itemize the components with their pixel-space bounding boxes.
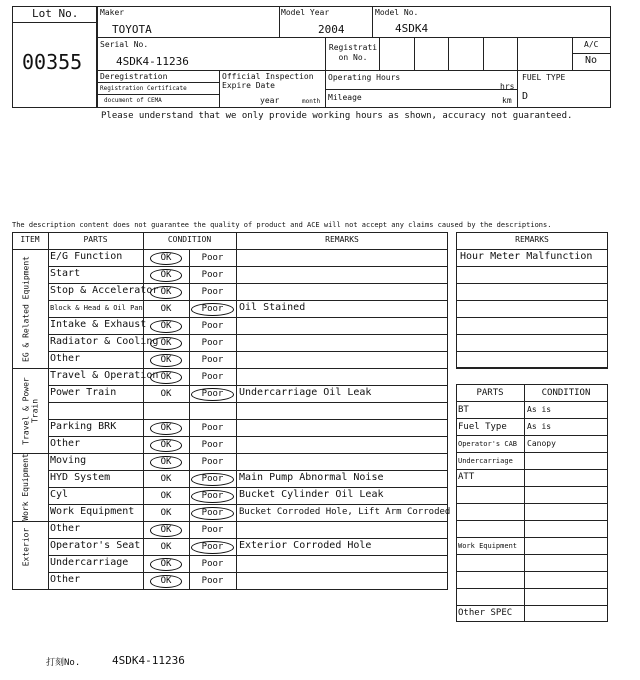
ok-circled: OK bbox=[150, 558, 183, 571]
vline bbox=[517, 37, 518, 108]
group-label: Travel & Power Train bbox=[21, 376, 39, 445]
part-name: Other bbox=[50, 438, 81, 449]
vline bbox=[448, 37, 449, 70]
ok-label: OK bbox=[160, 508, 172, 518]
parts-name: Work Equipment bbox=[458, 542, 518, 550]
part-name: Work Equipment bbox=[50, 506, 135, 517]
ok-circled: OK bbox=[150, 252, 183, 265]
poor-label: Poor bbox=[201, 270, 224, 280]
col-line bbox=[236, 232, 237, 590]
remark-text: Bucket Corroded Hole, Lift Arm Corroded bbox=[239, 507, 451, 517]
poor-option[interactable] bbox=[189, 556, 236, 572]
part-name: Radiator & Cooling bbox=[50, 336, 159, 347]
vline bbox=[483, 37, 484, 70]
reg-cert-label: Registration Certificate bbox=[100, 85, 187, 92]
part-name: Block & Head & Oil Pan bbox=[50, 304, 143, 312]
ac-divider bbox=[572, 53, 611, 54]
poor-circled: Poor bbox=[191, 507, 235, 520]
model-year-value: 2004 bbox=[318, 23, 345, 36]
part-name: Stop & Accelerator bbox=[50, 285, 159, 296]
poor-option[interactable] bbox=[189, 352, 236, 368]
vline bbox=[279, 6, 280, 37]
disclaimer: The description content does not guarantee the quality of product and ACE will not accept any claims caused by the descriptions. bbox=[12, 221, 552, 229]
ok-circled: OK bbox=[150, 269, 183, 282]
ok-option[interactable] bbox=[143, 284, 189, 299]
poor-option[interactable] bbox=[189, 369, 236, 385]
header-row-divider-1 bbox=[97, 37, 611, 38]
parts-name: Undercarriage bbox=[458, 457, 513, 465]
ok-option[interactable] bbox=[143, 335, 189, 350]
parts-name: Fuel Type bbox=[458, 422, 507, 432]
poor-label: Poor bbox=[201, 440, 224, 450]
remarks-line bbox=[456, 266, 608, 267]
part-name: Parking BRK bbox=[50, 421, 117, 432]
ok-label: OK bbox=[160, 389, 172, 399]
serial-label: Serial No. bbox=[100, 40, 149, 49]
ok-circled: OK bbox=[150, 337, 183, 350]
serial-value: 4SDK4-11236 bbox=[116, 55, 189, 68]
poor-label: Poor bbox=[201, 287, 224, 297]
part-name: Power Train bbox=[50, 387, 117, 398]
vline bbox=[372, 6, 373, 37]
poor-option[interactable] bbox=[189, 250, 236, 266]
part-name: Other bbox=[50, 523, 81, 534]
poor-circled: Poor bbox=[191, 541, 235, 554]
fuel-type-label: FUEL TYPE bbox=[522, 73, 566, 82]
model-year-label: Model Year bbox=[281, 8, 330, 17]
poor-option[interactable] bbox=[189, 505, 236, 520]
ok-option[interactable] bbox=[143, 573, 189, 588]
hours-divider bbox=[325, 89, 517, 90]
poor-label: Poor bbox=[201, 253, 224, 263]
poor-option[interactable] bbox=[189, 267, 236, 283]
parts-line bbox=[456, 588, 608, 589]
remark-text: Bucket Cylinder Oil Leak bbox=[239, 489, 384, 500]
part-name: Other bbox=[50, 353, 81, 364]
ac-label: A/C bbox=[584, 40, 599, 49]
ok-option[interactable] bbox=[143, 437, 189, 452]
parts-name: BT bbox=[458, 405, 469, 415]
inspection-label: Official Inspection Expire Date bbox=[222, 72, 314, 90]
maker-label: Maker bbox=[100, 8, 125, 17]
fuel-type-value: D bbox=[522, 91, 529, 102]
parts-line bbox=[456, 554, 608, 555]
ok-label: OK bbox=[160, 474, 172, 484]
remark-text: Oil Stained bbox=[239, 302, 306, 313]
part-name: E/G Function bbox=[50, 251, 123, 262]
poor-option[interactable] bbox=[189, 471, 236, 486]
ok-option[interactable] bbox=[143, 386, 189, 402]
lot-number: 00355 bbox=[22, 50, 83, 74]
remark-text: Main Pump Abnormal Noise bbox=[239, 472, 384, 483]
remarks-box-header: REMARKS bbox=[515, 235, 549, 244]
parts-condition: As is bbox=[527, 422, 552, 431]
part-name: Operator's Seat bbox=[50, 540, 141, 551]
ok-option[interactable] bbox=[143, 505, 189, 521]
ok-circled: OK bbox=[150, 320, 183, 333]
ok-option[interactable] bbox=[143, 250, 189, 265]
ok-circled: OK bbox=[150, 575, 183, 588]
poor-label: Poor bbox=[201, 559, 224, 569]
dereg-divider-2 bbox=[97, 94, 219, 95]
lot-label-divider bbox=[12, 22, 97, 23]
remarks-line bbox=[456, 334, 608, 335]
ok-option[interactable] bbox=[143, 471, 189, 487]
ok-circled: OK bbox=[150, 286, 183, 299]
poor-circled: Poor bbox=[191, 473, 235, 486]
part-name: Start bbox=[50, 268, 81, 279]
group-label: Exterior bbox=[21, 527, 30, 566]
dereg-divider-1 bbox=[97, 82, 219, 83]
stamp-value: 4SDK4-11236 bbox=[112, 654, 185, 667]
poor-option[interactable] bbox=[189, 335, 236, 351]
poor-option[interactable] bbox=[189, 522, 236, 538]
header-condition: CONDITION bbox=[167, 235, 212, 244]
poor-circled: Poor bbox=[191, 388, 235, 401]
group-label: Work Equipment bbox=[21, 453, 30, 521]
ok-option[interactable] bbox=[143, 539, 189, 555]
ok-label: OK bbox=[160, 491, 172, 501]
row-line bbox=[48, 402, 448, 403]
model-no-label: Model No. bbox=[375, 8, 419, 17]
vline bbox=[325, 37, 326, 108]
year-label: year bbox=[260, 96, 280, 105]
parts-name: ATT bbox=[458, 472, 475, 482]
group-label: EG & Related Equipment bbox=[21, 255, 30, 362]
parts-line bbox=[456, 503, 608, 504]
part-name: Undercarriage bbox=[50, 557, 129, 568]
part-name: Travel & Operation bbox=[50, 370, 159, 381]
cema-label: document of CEMA bbox=[104, 97, 162, 104]
deregistration-label: Deregistration bbox=[100, 72, 168, 81]
poor-label: Poor bbox=[201, 423, 224, 433]
ok-option[interactable] bbox=[143, 318, 189, 333]
header-item: ITEM bbox=[20, 235, 40, 244]
stamp-label: 打刻No. bbox=[46, 658, 81, 668]
part-name: Moving bbox=[50, 455, 87, 466]
ok-option[interactable] bbox=[143, 352, 189, 367]
remark-text: Exterior Corroded Hole bbox=[239, 540, 372, 551]
operating-hours-label: Operating Hours bbox=[328, 73, 401, 82]
ok-option[interactable] bbox=[143, 454, 189, 469]
poor-circled: Poor bbox=[191, 490, 235, 503]
ac-value: No bbox=[585, 55, 598, 66]
ok-option[interactable] bbox=[143, 488, 189, 504]
model-no-value: 4SDK4 bbox=[395, 22, 429, 35]
remarks-box-text: Hour Meter Malfunction bbox=[460, 251, 593, 262]
ok-option[interactable] bbox=[143, 301, 189, 317]
accuracy-note: Please understand that we only provide working hours as shown, accuracy not guaranteed. bbox=[101, 111, 573, 121]
hrs-label: hrs bbox=[500, 82, 515, 91]
lot-label: Lot No. bbox=[32, 7, 79, 20]
ok-label: OK bbox=[160, 542, 172, 552]
remarks-line bbox=[456, 351, 608, 352]
poor-label: Poor bbox=[201, 372, 224, 382]
remark-text: Undercarriage Oil Leak bbox=[239, 387, 372, 398]
parts-line bbox=[456, 520, 608, 521]
km-label: km bbox=[502, 96, 512, 105]
ok-option[interactable] bbox=[143, 267, 189, 282]
parts-name: Operator's CAB bbox=[458, 440, 518, 448]
ok-option[interactable] bbox=[143, 556, 189, 571]
condition-header: CONDITION bbox=[541, 388, 591, 398]
poor-circled: Poor bbox=[191, 303, 235, 316]
part-name: Other bbox=[50, 574, 81, 585]
poor-label: Poor bbox=[201, 457, 224, 467]
part-name: Intake & Exhaust bbox=[50, 319, 147, 330]
ok-option[interactable] bbox=[143, 522, 189, 537]
remarks-line bbox=[456, 300, 608, 301]
header-remarks: REMARKS bbox=[325, 235, 359, 244]
header-parts: PARTS bbox=[83, 235, 108, 244]
registration-label: Registrati on No. bbox=[328, 43, 378, 62]
vline bbox=[414, 37, 415, 70]
part-name: HYD System bbox=[50, 472, 111, 483]
ok-label: OK bbox=[160, 304, 172, 314]
poor-label: Poor bbox=[201, 525, 224, 535]
remarks-line bbox=[456, 283, 608, 284]
poor-option[interactable] bbox=[189, 573, 236, 589]
ok-circled: OK bbox=[150, 354, 183, 367]
header-row-divider-2 bbox=[97, 70, 611, 71]
parts-condition: Canopy bbox=[527, 439, 556, 448]
ok-circled: OK bbox=[150, 422, 183, 435]
poor-label: Poor bbox=[201, 321, 224, 331]
ok-circled: OK bbox=[150, 456, 183, 469]
remarks-line bbox=[456, 368, 608, 369]
poor-option[interactable] bbox=[189, 386, 236, 401]
poor-option[interactable] bbox=[189, 284, 236, 300]
ok-circled: OK bbox=[150, 524, 183, 537]
poor-option[interactable] bbox=[189, 318, 236, 334]
poor-label: Poor bbox=[201, 338, 224, 348]
ok-circled: OK bbox=[150, 439, 183, 452]
parts-condition: As is bbox=[527, 405, 552, 414]
month-label: month bbox=[302, 98, 321, 105]
poor-option[interactable] bbox=[189, 437, 236, 453]
ok-option[interactable] bbox=[143, 369, 189, 384]
ok-circled: OK bbox=[150, 371, 183, 384]
parts-line bbox=[456, 486, 608, 487]
parts-name: Other SPEC bbox=[458, 608, 513, 618]
parts-line bbox=[456, 571, 608, 572]
remarks-line bbox=[456, 317, 608, 318]
parts-header: PARTS bbox=[476, 388, 504, 398]
maker-value: TOYOTA bbox=[112, 23, 152, 36]
poor-label: Poor bbox=[201, 355, 224, 365]
poor-option[interactable] bbox=[189, 301, 236, 316]
poor-option[interactable] bbox=[189, 454, 236, 470]
vline bbox=[219, 70, 220, 108]
poor-label: Poor bbox=[201, 576, 224, 586]
mileage-label: Mileage bbox=[328, 93, 362, 102]
ok-option[interactable] bbox=[143, 420, 189, 435]
part-name: Cyl bbox=[50, 489, 69, 500]
poor-option[interactable] bbox=[189, 420, 236, 436]
poor-option[interactable] bbox=[189, 488, 236, 503]
vline bbox=[379, 37, 380, 70]
poor-option[interactable] bbox=[189, 539, 236, 554]
